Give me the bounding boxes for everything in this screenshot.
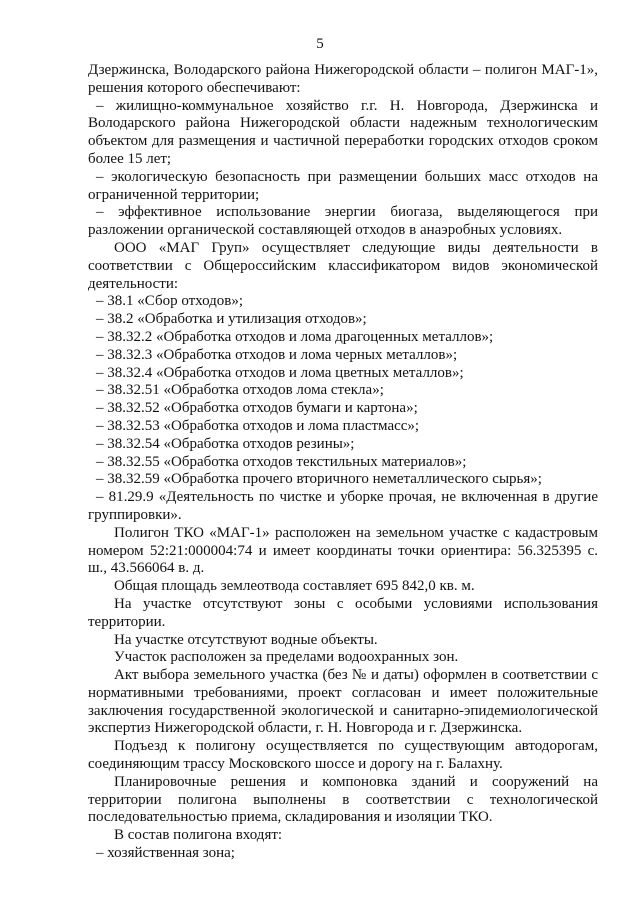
list-item: – 38.2 «Обработка и утилизация отходов»; xyxy=(96,311,367,328)
list-item: – экологическую безопасность при размещении больших масс отходов на ограниченной территории; xyxy=(88,168,598,203)
list-item: – 38.32.55 «Обработка отходов текстильных материалов»; xyxy=(96,453,467,470)
list-item: – 38.32.59 «Обработка прочего вторичного неметаллического сырья»; xyxy=(96,471,542,488)
list-item: – 38.32.3 «Обработка отходов и лома черных металлов»; xyxy=(96,346,458,363)
list-item: – 38.32.4 «Обработка отходов и лома цветных металлов»; xyxy=(96,364,464,381)
list-item: – 38.32.2 «Обработка отходов и лома драгоценных металлов»; xyxy=(96,328,494,345)
list-item: – эффективное использование энергии биогаза, выделяющегося при разложении органической составляющей отходов в анаэробных условиях. xyxy=(88,204,598,239)
paragraph: ООО «МАГ Груп» осуществляет следующие виды деятельности в соответствии с Общероссийским классификатором видов экономической деятельности: xyxy=(88,239,598,292)
list-item: – жилищно-коммунальное хозяйство г.г. Н. Новгорода, Дзержинска и Володарского района Нижегородской области надежным технологическим объектом для размещения и частичной переработки городских отходов сроком более 15 лет; xyxy=(88,97,598,167)
document-body xyxy=(88,62,598,863)
list-item: – 38.1 «Сбор отходов»; xyxy=(96,293,244,310)
paragraph: На участке отсутствуют зоны с особыми условиями использования территории. xyxy=(88,595,598,630)
paragraph: Планировочные решения и компоновка зданий и сооружений на территории полигона выполнены в соответствии с технологической последовательностью приема, складирования и изоляции ТКО. xyxy=(88,773,598,826)
page-number: 5 xyxy=(316,36,324,52)
paragraph: Общая площадь землеотвода составляет 695 842,0 кв. м. xyxy=(114,578,475,595)
paragraph: Акт выбора земельного участка (без № и даты) оформлен в соответствии с нормативными требованиями, проект согласован и имеет положительные заключения государственной экологической и санитарно-эпидемиологической экспертиз Нижегородской области, г. Н. Новгорода и г. Дзержинска. xyxy=(88,667,598,737)
list-item: – 38.32.52 «Обработка отходов бумаги и картона»; xyxy=(96,400,418,417)
list-item: – 38.32.54 «Обработка отходов резины»; xyxy=(96,435,355,452)
paragraph: Подъезд к полигону осуществляется по существующим автодорогам, соединяющим трассу Московского шоссе и дорогу на г. Балахну. xyxy=(88,738,598,773)
list-item: – хозяйственная зона; xyxy=(96,845,235,862)
list-item: – 38.32.53 «Обработка отходов и лома пластмасс»; xyxy=(96,417,420,434)
list-item: – 38.32.51 «Обработка отходов лома стекла»; xyxy=(96,382,384,399)
paragraph: Полигон ТКО «МАГ-1» расположен на земельном участке с кадастровым номером 52:21:000004:74 и имеет координаты точки ориентира: 56.325395 с. ш., 43.566064 в. д. xyxy=(88,524,598,577)
paragraph: Дзержинска, Володарского района Нижегородской области – полигон МАГ-1», решения которого обеспечивают: xyxy=(88,62,598,96)
paragraph: В состав полигона входят: xyxy=(114,827,283,844)
paragraph: На участке отсутствуют водные объекты. xyxy=(114,631,378,648)
paragraph: Участок расположен за пределами водоохранных зон. xyxy=(114,649,459,666)
list-item: – 81.29.9 «Деятельность по чистке и уборке прочая, не включенная в другие группировки». xyxy=(88,489,598,523)
